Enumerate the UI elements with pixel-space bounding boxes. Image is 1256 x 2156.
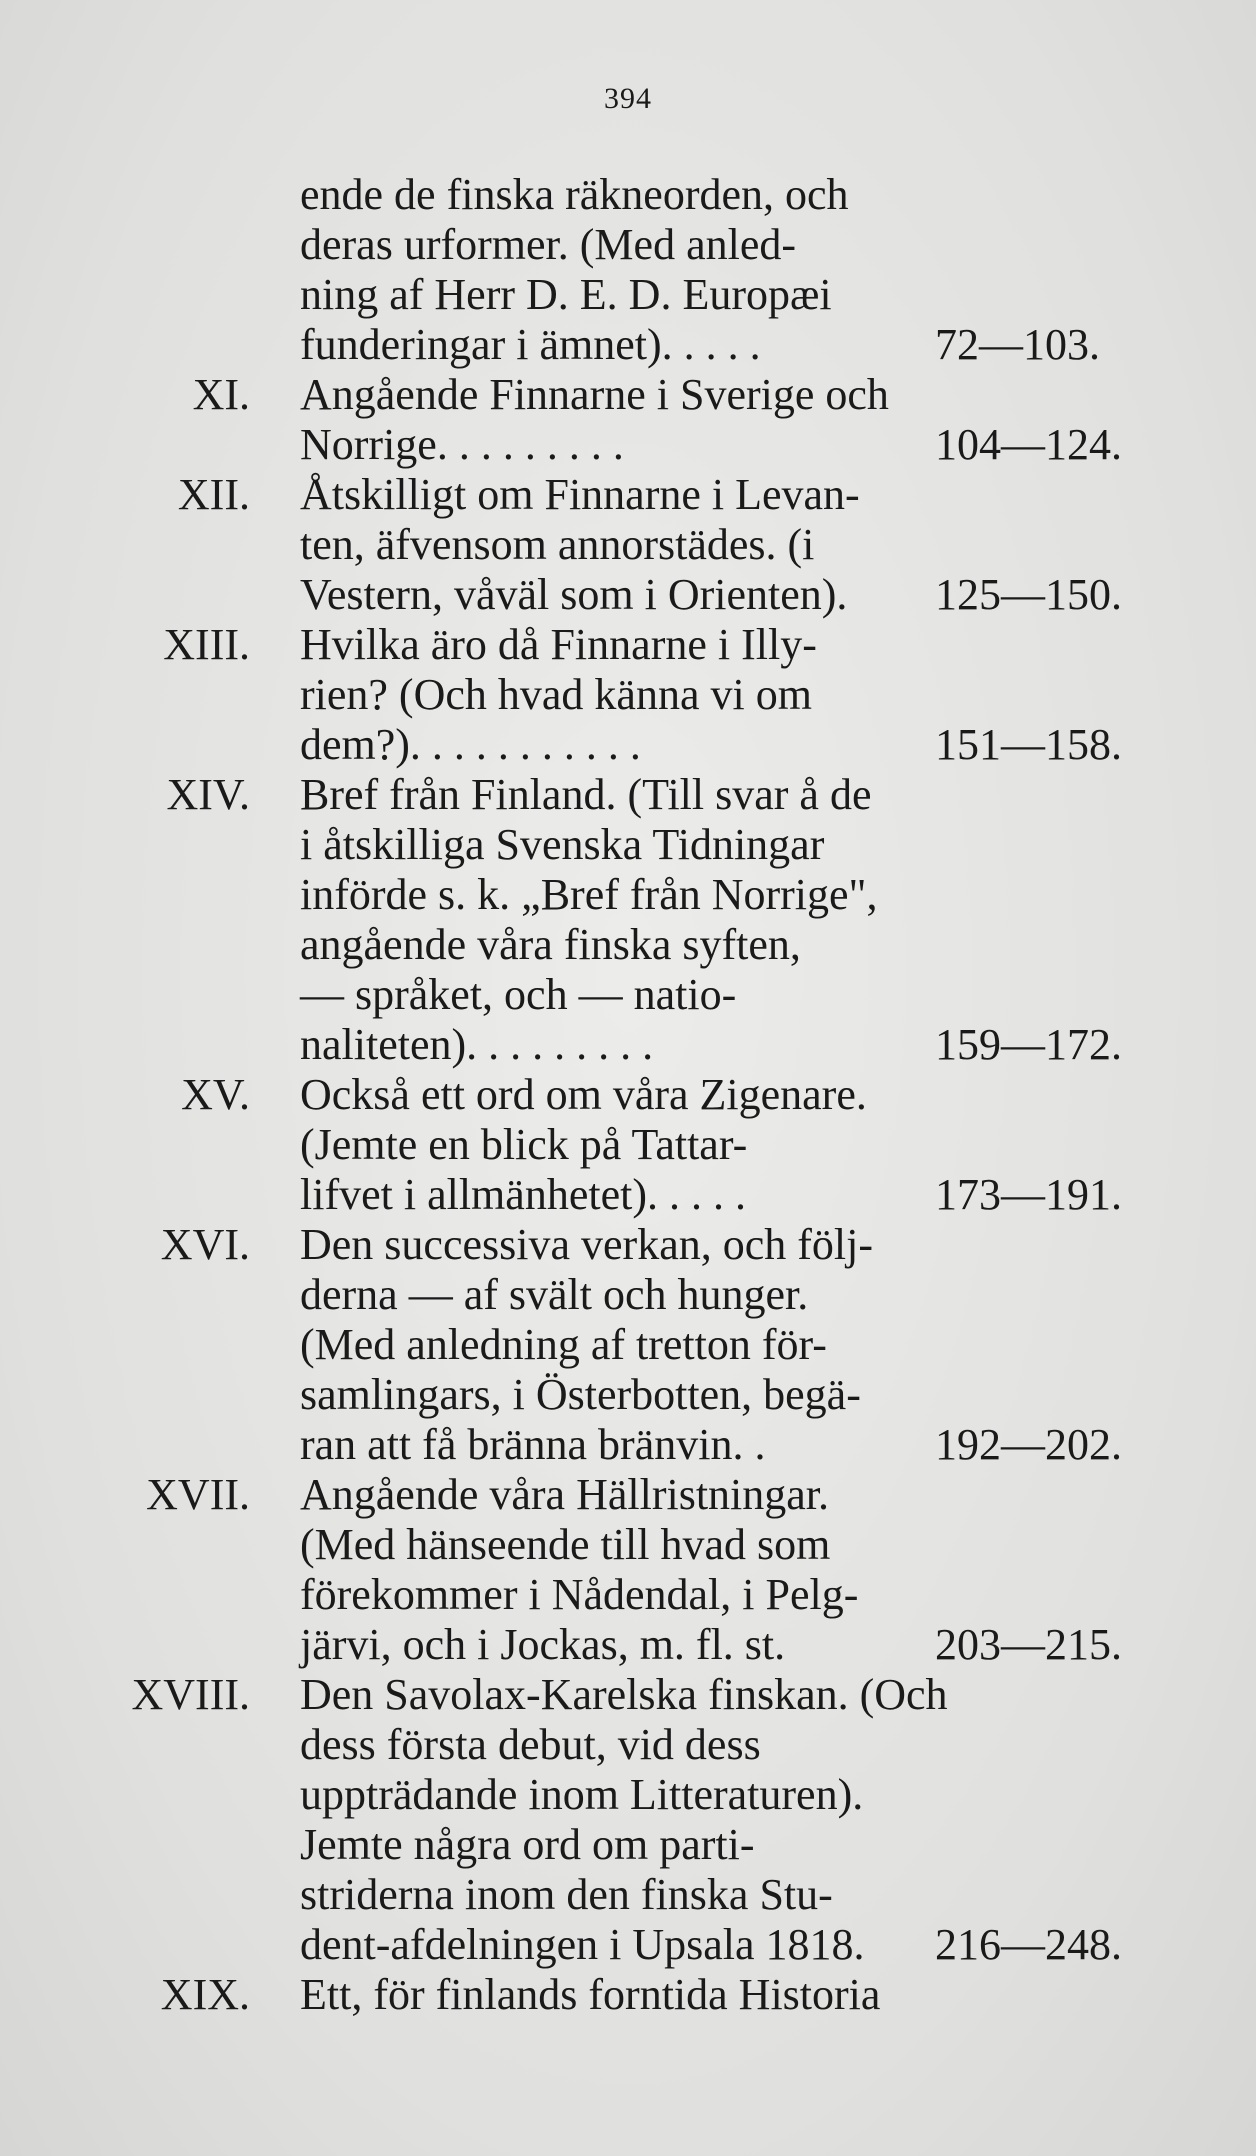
- entry-text: järvi, och i Jockas, m. fl. st.: [300, 1620, 786, 1669]
- toc-entry-line: [177, 470, 1190, 520]
- entry-text: Jemte några ord om parti-: [300, 1820, 755, 1869]
- toc-entry-line: [300, 720, 1190, 770]
- page-number: 394: [604, 82, 652, 115]
- entry-text: lifvet i allmänhetet). . . . .: [300, 1170, 746, 1219]
- table-of-contents: [0, 170, 1256, 2020]
- entry-text: Ett, för finlands forntida Historia: [300, 1970, 881, 2019]
- toc-entry-line: [300, 820, 1190, 870]
- chapter-numeral: XVII.: [146, 1470, 250, 1519]
- entry-text: derna — af svält och hunger.: [300, 1270, 809, 1319]
- toc-entry-line: [300, 1820, 1190, 1870]
- toc-entry-line: [300, 320, 1190, 370]
- toc-entry-line: [300, 520, 1190, 570]
- entry-text: ende de finska räkneorden, och: [300, 170, 849, 219]
- entry-text: — språket, och — natio-: [300, 970, 737, 1019]
- toc-entry-line: [300, 570, 1190, 620]
- toc-entry-line: [300, 1320, 1190, 1370]
- toc-entry-line: [300, 970, 1190, 1020]
- entry-text: Vestern, våväl som i Orienten).: [300, 570, 848, 619]
- page-range: 159—172.: [935, 1020, 1122, 1069]
- toc-entry-line: [300, 920, 1190, 970]
- toc-entry: [181, 1070, 1190, 1220]
- page-range: 203—215.: [935, 1620, 1122, 1669]
- entry-text: rien? (Och hvad känna vi om: [300, 670, 812, 719]
- toc-entry-line: [300, 1870, 1190, 1920]
- toc-entry-line: [300, 1170, 1190, 1220]
- entry-text: uppträdande inom Litteraturen).: [300, 1770, 864, 1819]
- toc-entry: [160, 1970, 1190, 2020]
- entry-text: dess första debut, vid dess: [300, 1720, 761, 1769]
- toc-entry: [131, 1670, 1190, 1970]
- toc-entry-line: [300, 170, 1190, 220]
- entry-text: i åtskilliga Svenska Tidningar: [300, 820, 825, 869]
- entry-text: (Med hänseende till hvad som: [300, 1520, 831, 1569]
- toc-entry: [146, 1470, 1190, 1670]
- toc-entry-line: [300, 1020, 1190, 1070]
- page-range: 72—103.: [935, 320, 1100, 369]
- entry-text: införde s. k. „Bref från Norrige",: [300, 870, 878, 919]
- toc-entry-line: [131, 1670, 1190, 1720]
- entry-text: Angående Finnarne i Sverige och: [300, 370, 889, 419]
- toc-entry: [300, 170, 1190, 370]
- chapter-numeral: XIV.: [166, 770, 250, 819]
- toc-entry-line: [192, 370, 1190, 420]
- entry-text: Angående våra Hällristningar.: [300, 1470, 830, 1519]
- page-range: 192—202.: [935, 1420, 1122, 1469]
- chapter-numeral: XIII.: [163, 620, 250, 669]
- toc-entry-line: [300, 1120, 1190, 1170]
- entry-text: (Jemte en blick på Tattar-: [300, 1120, 748, 1169]
- entry-text: Den Savolax-Karelska finskan. (Och: [300, 1670, 948, 1719]
- toc-entry-line: [300, 670, 1190, 720]
- entry-text: ten, äfvensom annorstädes. (i: [300, 520, 815, 569]
- page-range: 173—191.: [935, 1170, 1122, 1219]
- toc-entry: [177, 470, 1190, 620]
- toc-entry-line: [166, 770, 1190, 820]
- page-range: 125—150.: [935, 570, 1122, 619]
- toc-entry-line: [300, 1570, 1190, 1620]
- entry-text: Hvilka äro då Finnarne i Illy-: [300, 620, 817, 669]
- chapter-numeral: XVI.: [160, 1220, 250, 1269]
- toc-entry-line: [146, 1470, 1190, 1520]
- toc-entry: [163, 620, 1190, 770]
- entry-text: angående våra finska syften,: [300, 920, 801, 969]
- entry-text: funderingar i ämnet). . . . .: [300, 320, 761, 369]
- toc-entry-line: [300, 220, 1190, 270]
- toc-entry-line: [300, 1370, 1190, 1420]
- chapter-numeral: XI.: [192, 370, 250, 419]
- toc-entry-line: [300, 270, 1190, 320]
- entry-text: striderna inom den finska Stu-: [300, 1870, 833, 1919]
- entry-text: ran att få bränna bränvin. .: [300, 1420, 766, 1469]
- toc-entry-line: [300, 1520, 1190, 1570]
- toc-entry-line: [300, 420, 1190, 470]
- entry-text: Norrige. . . . . . . . .: [300, 420, 624, 469]
- entry-text: deras urformer. (Med anled-: [300, 220, 797, 269]
- entry-text: naliteten). . . . . . . . .: [300, 1020, 654, 1069]
- entry-text: ning af Herr D. E. D. Europæi: [300, 270, 832, 319]
- toc-entry-line: [160, 1970, 1190, 2020]
- toc-entry-line: [300, 1770, 1190, 1820]
- toc-entry-line: [300, 870, 1190, 920]
- chapter-numeral: XVIII.: [131, 1670, 250, 1719]
- toc-entry: [192, 370, 1190, 470]
- entry-text: Åtskilligt om Finnarne i Levan-: [300, 470, 860, 519]
- entry-text: Bref från Finland. (Till svar å de: [300, 770, 872, 819]
- toc-entry-line: [300, 1920, 1190, 1970]
- entry-text: dem?). . . . . . . . . . .: [300, 720, 641, 769]
- entry-text: Den successiva verkan, och följ-: [300, 1220, 874, 1269]
- toc-entry-line: [181, 1070, 1190, 1120]
- entry-text: samlingars, i Österbotten, begä-: [300, 1370, 861, 1419]
- page-range: 216—248.: [935, 1920, 1122, 1969]
- page-range: 151—158.: [935, 720, 1122, 769]
- toc-entry: [166, 770, 1190, 1070]
- chapter-numeral: XII.: [177, 470, 250, 519]
- chapter-numeral: XIX.: [160, 1970, 250, 2019]
- toc-entry-line: [300, 1270, 1190, 1320]
- toc-entry-line: [160, 1220, 1190, 1270]
- entry-text: (Med anledning af tretton för-: [300, 1320, 827, 1369]
- toc-entry-line: [163, 620, 1190, 670]
- entry-text: Också ett ord om våra Zigenare.: [300, 1070, 867, 1119]
- toc-entry: [160, 1220, 1190, 1470]
- toc-entry-line: [300, 1620, 1190, 1670]
- chapter-numeral: XV.: [181, 1070, 250, 1119]
- entry-text: förekommer i Nådendal, i Pelg-: [300, 1570, 859, 1619]
- toc-entry-line: [300, 1420, 1190, 1470]
- page-range: 104—124.: [935, 420, 1122, 469]
- toc-entry-line: [300, 1720, 1190, 1770]
- entry-text: dent-afdelningen i Upsala 1818.: [300, 1920, 865, 1969]
